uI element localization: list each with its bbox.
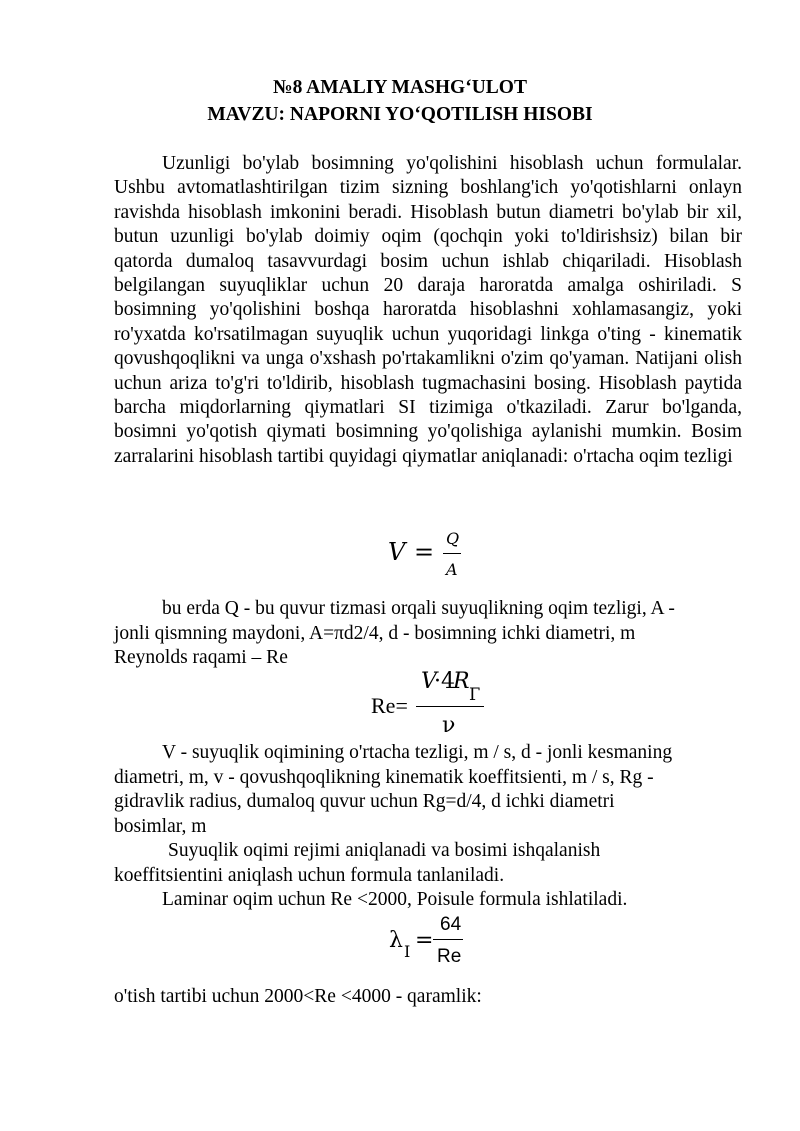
lambda-formula-denominator: Re [437, 946, 462, 967]
reynolds-formula-bar [416, 706, 484, 707]
lambda-formula-equals: = [415, 928, 434, 953]
document-heading-topic: MAVZU: NAPORNI YO‘QOTILISH HISOBI [207, 104, 593, 125]
lambda-formula-lhs: λ [389, 928, 403, 953]
reynolds-formula-num-sub: Г [469, 685, 481, 705]
velocity-formula-bar [443, 553, 461, 554]
lambda-formula-bar [433, 939, 463, 940]
transition-text: o'tish tartibi uchun 2000<Re <4000 - qaramlik: [114, 986, 482, 1007]
reynolds-formula-denominator: ν [442, 713, 456, 738]
velocity-desc-line-2: jonli qismning maydoni, A=πd2/4, d - bosimning ichki diametri, m [114, 623, 636, 644]
velocity-formula-numerator: Q [446, 529, 460, 548]
velocity-desc-line-3: Reynolds raqami – Re [114, 647, 288, 668]
reynolds-formula-num-v: V [421, 669, 437, 694]
reynolds-desc-line-4: bosimlar, m [114, 816, 207, 837]
velocity-desc-line-1: bu erda Q - bu quvur tizmasi orqali suyuqlikning oqim tezligi, A - [162, 598, 675, 619]
lambda-formula-sub: I [404, 942, 411, 961]
velocity-formula-lhs: V [388, 538, 406, 566]
velocity-formula-denominator: A [446, 560, 458, 579]
document-heading-number: №8 AMALIY MASHG‘ULOT [273, 77, 527, 98]
intro-paragraph: Uzunligi bo'ylab bosimning yo'qolishini hisoblash uchun formulalar. Ushbu avtomatlashtirilgan tizim sizning boshlang'ich yo'qotishlarni onlayn ravishda hisoblash imkonini beradi. Hisoblash butun diametri bo'ylab bir xil, butun uzunligi bo'ylab doimiy oqim (qochqin yoki to'ldirishsiz) bilan bir qatorda dumaloq tasavvurdagi bosim uchun ishlab chiqariladi. Hisoblash belgilangan suyuqliklar uchun 20 daraja haroratda amalga oshiriladi. S bosimning yo'qolishini boshqa haroratda hisoblashni xohlamasangiz, yoki ro'yxatda ko'rsatilmagan suyuqlik uchun yuqoridagi linkga o'ting - kinematik qovushqoqlikni va unga o'xshash po'rtakamlikni o'zim qo'yaman. Natijani olish uchun ariza to'g'ri to'ldirib, hisoblash tugmachasini bosing. Hisoblash paytida barcha miqdorlarning qiymatlari SI tizimiga o'tkaziladi. Zarur bo'lganda, bosimni yo'qotish qiymati bosimning yo'qolishiga aylanishi mumkin. Bosim zarralarini hisoblash tartibi quyidagi qiymatlar aniqlanadi: o'rtacha oqim tezligi [114, 153, 742, 467]
regime-desc-line-1: Suyuqlik oqimi rejimi aniqlanadi va bosimi ishqalanish [168, 840, 601, 861]
reynolds-desc-line-2: diametri, m, v - qovushqoqlikning kinematik koeffitsienti, m / s, Rg - [114, 767, 654, 788]
regime-desc-line-2: koeffitsientini aniqlash uchun formula tanlaniladi. [114, 865, 505, 886]
reynolds-formula-num-r: R [453, 669, 470, 694]
laminar-text: Laminar oqim uchun Re <2000, Poisule formula ishlatiladi. [162, 889, 628, 910]
velocity-formula-equals: = [414, 538, 435, 566]
reynolds-formula-lhs: Re= [371, 693, 408, 718]
reynolds-desc-line-3: gidravlik radius, dumaloq quvur uchun Rg=d/4, d ichki diametri [114, 791, 615, 812]
reynolds-desc-line-1: V - suyuqlik oqimining o'rtacha tezligi, m / s, d - jonli kesmaning [162, 742, 673, 763]
reynolds-formula-num-mid: ·4 [434, 669, 455, 694]
lambda-formula-numerator: 64 [440, 914, 462, 935]
